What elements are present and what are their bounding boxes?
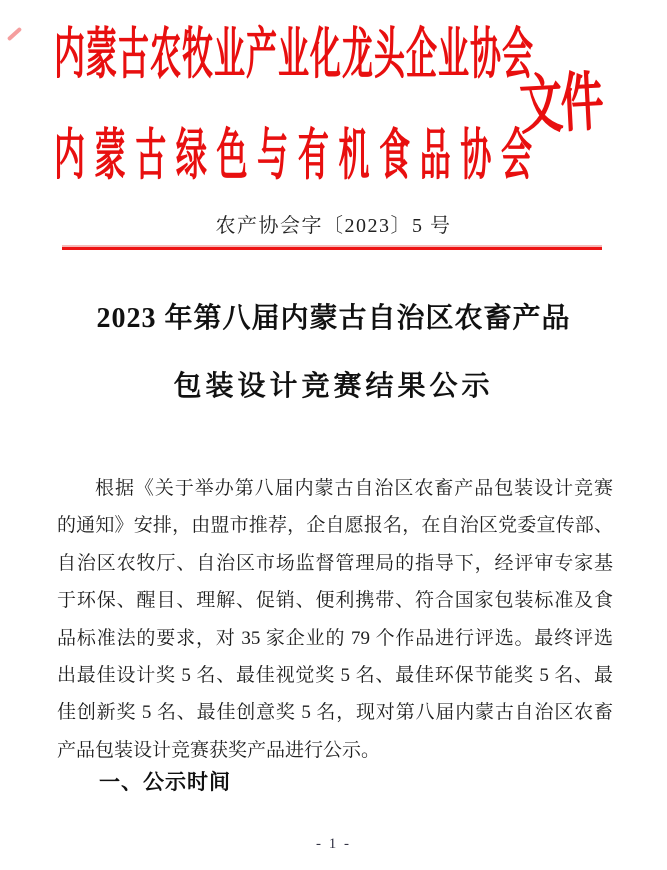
page-number: - 1 - (316, 836, 351, 852)
letterhead-org-line2: 内蒙古绿色与有机食品协会 (54, 123, 532, 187)
body-line: 出最佳设计奖 5 名、最佳视觉奖 5 名、最佳环保节能奖 5 名、最 (57, 664, 613, 686)
red-separator-rule (62, 247, 602, 250)
body-line: 品标准法的要求，对 35 家企业的 79 个作品进行评选。最终评选 (57, 627, 613, 649)
document-title-line2: 包装设计竞赛结果公示 (173, 371, 494, 402)
section-heading-publicity-time: 一、公示时间 (99, 771, 231, 794)
body-line: 佳创新奖 5 名、最佳创意奖 5 名，现对第八届内蒙古自治区农畜 (57, 702, 613, 724)
scan-artifact-mark (7, 27, 22, 41)
body-paragraph (57, 470, 613, 769)
body-line: 根据《关于举办第八届内蒙古自治区农畜产品包装设计竞赛 (95, 478, 613, 499)
body-line: 于环保、醒目、理解、促销、便利携带、符合国家包装标准及食 (57, 590, 613, 612)
document-number: 农产协会字〔2023〕5 号 (215, 215, 452, 237)
body-line: 自治区农牧厅、自治区市场监督管理局的指导下，经评审专家基 (57, 552, 613, 574)
letterhead-doc-type-label: 文件 (517, 68, 604, 143)
letterhead-org-line1: 内蒙古农牧业产业化龙头企业协会 (54, 22, 534, 86)
document-title-line1: 2023 年第八届内蒙古自治区农畜产品 (96, 303, 571, 334)
body-line: 产品包装设计竞赛获奖产品进行公示。 (57, 739, 381, 761)
body-line: 的通知》安排，由盟市推荐，企自愿报名，在自治区党委宣传部、 (57, 515, 613, 537)
